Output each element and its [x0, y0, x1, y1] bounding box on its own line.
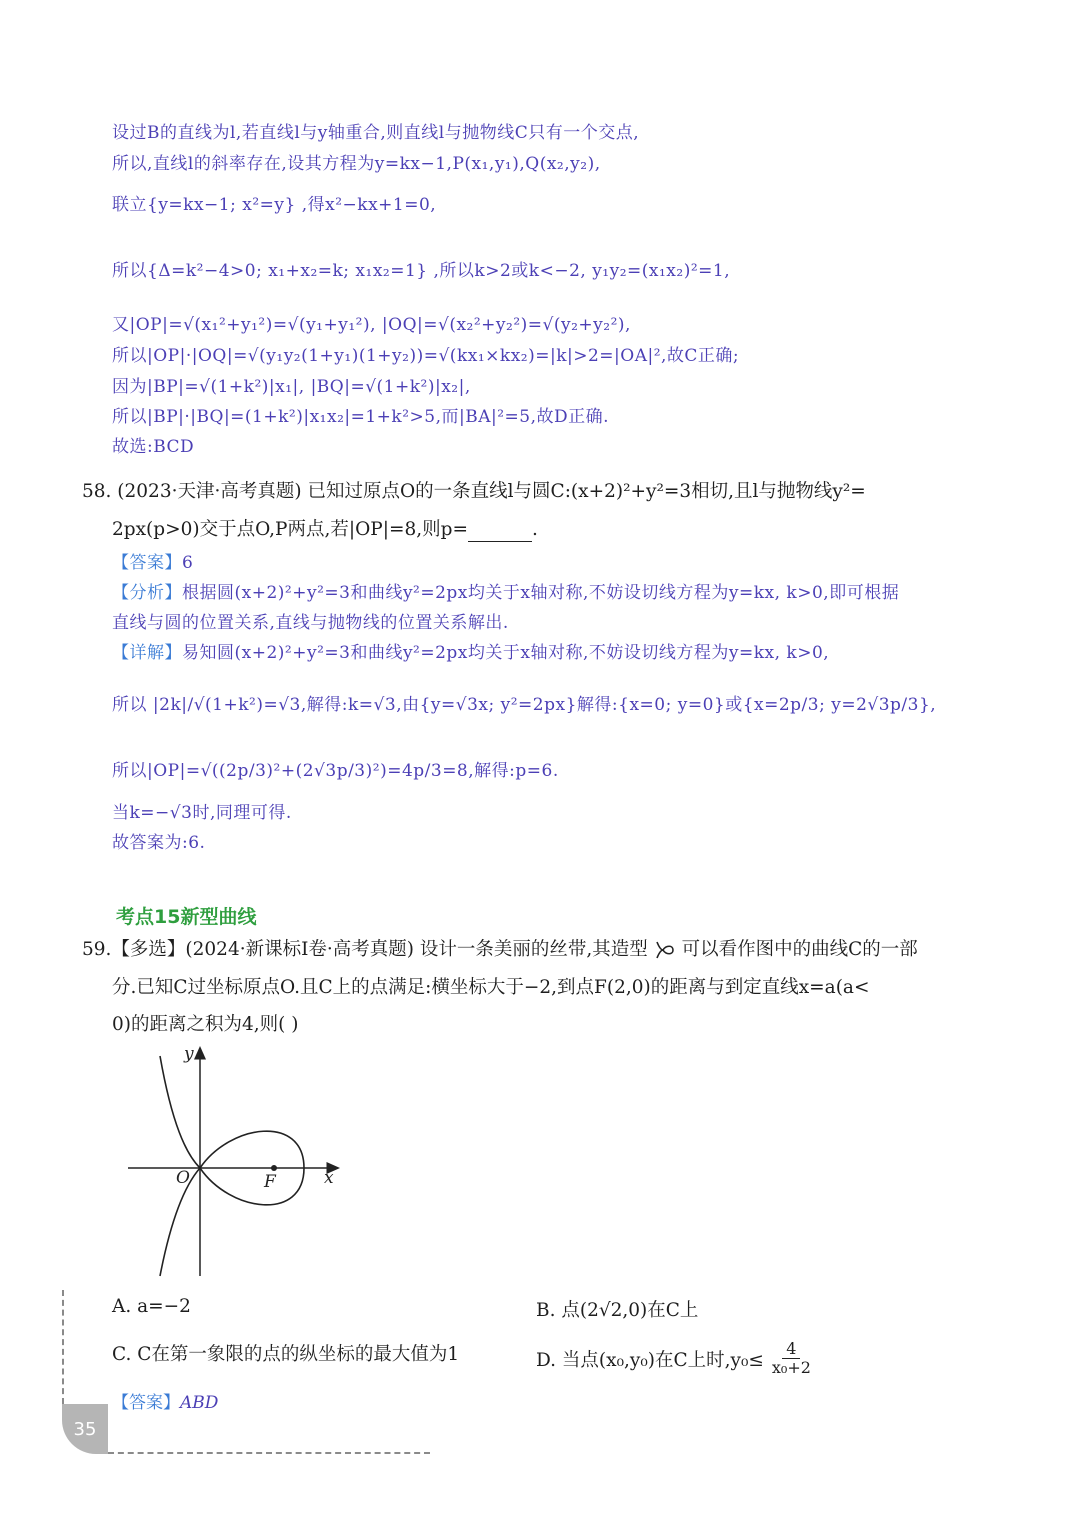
question-58-text: 2px(p>0)交于点O,P两点,若|OP|=8,则p=: [112, 519, 468, 540]
answer-tag: 【答案】: [112, 1393, 180, 1413]
option-b: B. 点(2√2,0)在C上: [536, 1300, 699, 1321]
answer-blank: [468, 523, 532, 542]
option-a: A. a=−2: [112, 1296, 191, 1317]
answer-tag: 【答案】: [112, 553, 182, 573]
detail-line: 所以|OP|=√((2p/3)²+(2√3p/3)²)=4p/3=8,解得:p=6.: [112, 761, 559, 781]
analysis-line: 直线与圆的位置关系,直线与抛物线的位置关系解出.: [112, 613, 509, 633]
label-focus: F: [264, 1172, 276, 1192]
option-c: C. C在第一象限的点的纵坐标的最大值为1: [112, 1344, 460, 1365]
detail-line: 故答案为:6.: [112, 833, 206, 853]
question-59-text: 可以看作图中的曲线C的一部: [681, 939, 918, 960]
label-origin: O: [176, 1168, 190, 1188]
detail-tag: 【详解】: [112, 643, 182, 663]
question-59-text: 59.【多选】(2024·新课标Ⅰ卷·高考真题) 设计一条美丽的丝带,其造型: [82, 939, 648, 960]
label-x: x: [324, 1168, 334, 1188]
detail-line: [112, 642, 829, 664]
question-59-line1: [82, 938, 918, 962]
solution-line: 因为|BP|=√(1+k²)|x₁|, |BQ|=√(1+k²)|x₂|,: [112, 377, 471, 397]
answer-line: [112, 552, 193, 574]
answer-value: 6: [182, 553, 194, 573]
option-d: [536, 1340, 815, 1377]
answer-value: ABD: [180, 1393, 219, 1413]
analysis-text: 根据圆(x+2)²+y²=3和曲线y²=2px均关于x轴对称,不妨设切线方程为y=kx, k>0,即可根据: [182, 583, 900, 603]
option-d-text: D. 当点(x₀,y₀)在C上时,y₀≤: [536, 1349, 764, 1371]
solution-line: 所以|OP|·|OQ|=√(y₁y₂(1+y₁)(1+y₂))=√(kx₁×kx₂)=|k|>2=|OA|²,故C正确;: [112, 346, 740, 366]
question-58-line2: [112, 518, 538, 542]
option-d-fraction: [768, 1340, 815, 1377]
solution-line: 又|OP|=√(x₁²+y₁²)=√(y₁+y₁²), |OQ|=√(x₂²+y₂²)=√(y₂+y₂²),: [112, 315, 631, 335]
solution-line: 联立{y=kx−1; x²=y} ,得x²−kx+1=0,: [112, 195, 437, 215]
focus-point: [271, 1165, 277, 1171]
question-59-line3: 0)的距离之积为4,则( ): [112, 1014, 299, 1035]
solution-line: 故选:BCD: [112, 437, 195, 457]
question-58-period: .: [531, 519, 538, 540]
ribbon-icon: [654, 941, 676, 959]
fraction-numerator: 4: [782, 1340, 800, 1359]
curve-left-branch: [160, 1056, 200, 1276]
page-border-vertical: [62, 1290, 64, 1404]
fraction-denominator: x₀+2: [771, 1358, 811, 1377]
question-58-line1: 58. (2023·天津·高考真题) 已知过原点O的一条直线l与圆C:(x+2)²+y²=3相切,且l与抛物线y²=: [82, 481, 866, 502]
solution-line: 所以{Δ=k²−4>0; x₁+x₂=k; x₁x₂=1} ,所以k>2或k<−2, y₁y₂=(x₁x₂)²=1,: [112, 261, 731, 281]
answer-59: [112, 1388, 218, 1413]
curve-figure: [120, 1044, 350, 1280]
page-border-horizontal: [108, 1452, 430, 1454]
curve-svg: [120, 1044, 350, 1280]
detail-line: 当k=−√3时,同理可得.: [112, 803, 292, 823]
page-number: 35: [62, 1404, 108, 1454]
detail-text: 易知圆(x+2)²+y²=3和曲线y²=2px均关于x轴对称,不妨设切线方程为y=kx, k>0,: [182, 643, 830, 663]
analysis-tag: 【分析】: [112, 583, 182, 603]
analysis-line: [112, 582, 899, 604]
solution-line: 所以|BP|·|BQ|=(1+k²)|x₁x₂|=1+k²>5,而|BA|²=5,故D正确.: [112, 407, 610, 427]
label-y: y: [184, 1044, 194, 1064]
question-59-line2: 分.已知C过坐标原点O.且C上的点满足:横坐标大于−2,到点F(2,0)的距离与到定直线x=a(a<: [112, 977, 870, 998]
detail-line: 所以 |2k|/√(1+k²)=√3,解得:k=√3,由{y=√3x; y²=2px}解得:{x=0; y=0}或{x=2p/3; y=2√3p/3},: [112, 695, 937, 715]
solution-line: 设过B的直线为l,若直线l与y轴重合,则直线l与抛物线C只有一个交点,: [112, 123, 640, 143]
solution-line: 所以,直线l的斜率存在,设其方程为y=kx−1,P(x₁,y₁),Q(x₂,y₂),: [112, 154, 601, 174]
section-title: 考点15新型曲线: [116, 906, 257, 928]
